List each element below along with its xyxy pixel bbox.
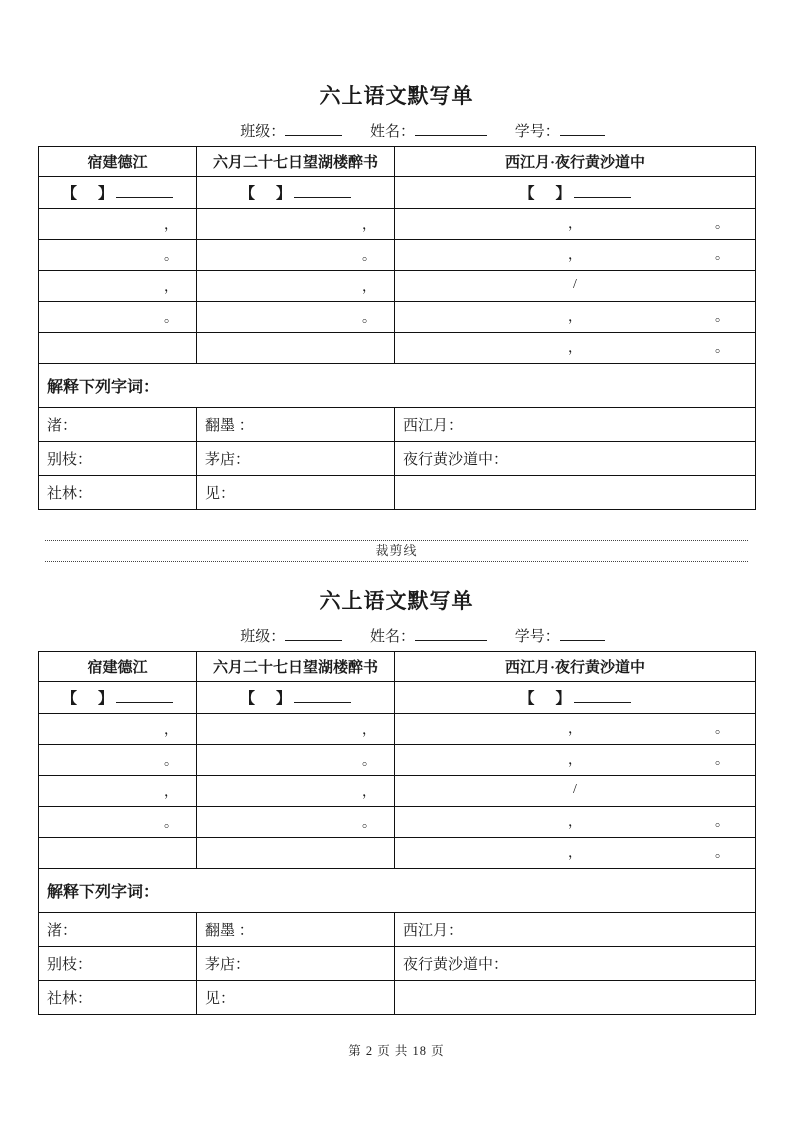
student-no-blank-line bbox=[560, 627, 605, 641]
comma-mark: ， bbox=[568, 846, 582, 861]
verse-row bbox=[39, 302, 756, 333]
author-brackets: 【 】 bbox=[519, 691, 574, 707]
author-cell bbox=[395, 682, 756, 714]
verse-cell bbox=[197, 807, 395, 838]
verse-cell bbox=[39, 714, 197, 745]
verse-row bbox=[39, 714, 756, 745]
comma-mark: ， bbox=[568, 217, 582, 232]
comma-mark: ， bbox=[568, 248, 582, 263]
comma-mark: ， bbox=[164, 723, 178, 738]
verse-row bbox=[39, 807, 756, 838]
poem-title-row bbox=[39, 652, 756, 682]
verse-cell bbox=[197, 745, 395, 776]
period-mark: 。 bbox=[164, 311, 178, 326]
verse-row bbox=[39, 745, 756, 776]
student-info-line bbox=[0, 120, 793, 142]
period-mark: 。 bbox=[715, 815, 729, 830]
author-blank-line bbox=[294, 690, 351, 703]
name-label: 姓名： bbox=[369, 629, 415, 645]
student-info-line bbox=[0, 625, 793, 647]
comma-mark: ， bbox=[362, 280, 376, 295]
student-no-blank-line bbox=[560, 122, 605, 136]
period-mark: 。 bbox=[715, 248, 729, 263]
student-no-label: 学号： bbox=[514, 629, 560, 645]
explain-term bbox=[395, 476, 756, 510]
period-mark: 。 bbox=[362, 754, 376, 769]
explain-term: 别枝： bbox=[39, 442, 197, 476]
student-no-label: 学号： bbox=[514, 124, 560, 140]
period-mark: 。 bbox=[362, 816, 376, 831]
page-number-footer: 第 2 页 共 18 页 bbox=[348, 1044, 445, 1058]
period-mark: 。 bbox=[362, 249, 376, 264]
verse-row bbox=[39, 333, 756, 364]
verse-cell bbox=[39, 807, 197, 838]
explain-row bbox=[39, 476, 756, 510]
author-blank-line bbox=[574, 690, 631, 703]
poem-title-2: 六月二十七日望湖楼醉书 bbox=[197, 147, 395, 177]
author-brackets: 【 】 bbox=[61, 186, 116, 202]
author-brackets: 【 】 bbox=[61, 691, 116, 707]
verse-row bbox=[39, 209, 756, 240]
dictation-sheet-1 bbox=[0, 0, 793, 510]
verse-cell bbox=[39, 240, 197, 271]
comma-mark: ， bbox=[362, 723, 376, 738]
explain-term: 翻墨 ： bbox=[197, 913, 395, 947]
verse-cell bbox=[39, 209, 197, 240]
period-mark: 。 bbox=[164, 816, 178, 831]
explain-term: 社林： bbox=[39, 476, 197, 510]
verse-cell bbox=[395, 838, 756, 869]
name-blank-line bbox=[415, 627, 487, 641]
verse-cell bbox=[395, 745, 756, 776]
author-cell bbox=[197, 177, 395, 209]
student-no-field bbox=[515, 124, 605, 140]
verse-cell bbox=[39, 302, 197, 333]
poem-title-3: 西江月·夜行黄沙道中 bbox=[395, 147, 756, 177]
explain-term: 社林： bbox=[39, 981, 197, 1015]
class-label: 班级： bbox=[240, 629, 286, 645]
period-mark: 。 bbox=[715, 217, 729, 232]
comma-mark: ， bbox=[568, 815, 582, 830]
comma-mark: ， bbox=[568, 753, 582, 768]
period-mark: 。 bbox=[715, 846, 729, 861]
name-blank-line bbox=[415, 122, 487, 136]
verse-cell bbox=[395, 807, 756, 838]
period-mark: 。 bbox=[715, 341, 729, 356]
verse-cell bbox=[395, 714, 756, 745]
verse-cell bbox=[39, 271, 197, 302]
stanza-slash-mark: / bbox=[573, 782, 577, 798]
verse-cell bbox=[197, 240, 395, 271]
explain-term: 西江月： bbox=[395, 408, 756, 442]
comma-mark: ， bbox=[568, 722, 582, 737]
verse-cell bbox=[395, 271, 756, 302]
period-mark: 。 bbox=[715, 310, 729, 325]
sheet-title: 六上语文默写单 bbox=[319, 589, 474, 613]
comma-mark: ， bbox=[164, 218, 178, 233]
explain-term: 夜行黄沙道中： bbox=[395, 442, 756, 476]
verse-cell bbox=[39, 333, 197, 364]
comma-mark: ， bbox=[568, 310, 582, 325]
verse-cell bbox=[197, 776, 395, 807]
author-blank-line bbox=[116, 185, 173, 198]
comma-mark: ， bbox=[362, 785, 376, 800]
comma-mark: ， bbox=[362, 218, 376, 233]
explain-term: 夜行黄沙道中： bbox=[395, 947, 756, 981]
poem-title-1: 宿建德江 bbox=[39, 652, 197, 682]
author-cell bbox=[39, 682, 197, 714]
explain-heading: 解释下列字词： bbox=[39, 364, 756, 408]
class-label: 班级： bbox=[240, 124, 286, 140]
period-mark: 。 bbox=[164, 249, 178, 264]
explain-row bbox=[39, 442, 756, 476]
explain-term: 翻墨 ： bbox=[197, 408, 395, 442]
cut-line bbox=[45, 540, 748, 562]
sheet-title: 六上语文默写单 bbox=[319, 84, 474, 108]
explain-row bbox=[39, 408, 756, 442]
class-field bbox=[240, 124, 342, 140]
verse-row bbox=[39, 271, 756, 302]
name-field bbox=[370, 629, 487, 645]
verse-cell bbox=[39, 745, 197, 776]
verse-cell bbox=[39, 838, 197, 869]
explain-term: 茅店： bbox=[197, 442, 395, 476]
verse-row bbox=[39, 838, 756, 869]
verse-cell bbox=[197, 714, 395, 745]
author-brackets: 【 】 bbox=[519, 186, 574, 202]
verse-cell bbox=[197, 302, 395, 333]
verse-cell bbox=[395, 776, 756, 807]
verse-cell bbox=[395, 209, 756, 240]
dictation-sheet-2 bbox=[0, 588, 793, 1015]
student-no-field bbox=[515, 629, 605, 645]
explain-heading-row bbox=[39, 364, 756, 408]
explain-term: 西江月： bbox=[395, 913, 756, 947]
verse-cell bbox=[197, 209, 395, 240]
explain-term: 茅店： bbox=[197, 947, 395, 981]
verse-cell bbox=[197, 271, 395, 302]
poem-table bbox=[38, 651, 756, 1015]
author-brackets: 【 】 bbox=[239, 186, 294, 202]
author-blank-line bbox=[116, 690, 173, 703]
author-row bbox=[39, 177, 756, 209]
author-brackets: 【 】 bbox=[239, 691, 294, 707]
period-mark: 。 bbox=[715, 753, 729, 768]
stanza-slash-mark: / bbox=[573, 277, 577, 293]
period-mark: 。 bbox=[362, 311, 376, 326]
explain-term: 渚： bbox=[39, 913, 197, 947]
explain-term: 渚： bbox=[39, 408, 197, 442]
verse-cell bbox=[197, 838, 395, 869]
explain-term: 见： bbox=[197, 981, 395, 1015]
comma-mark: ， bbox=[164, 785, 178, 800]
poem-title-1: 宿建德江 bbox=[39, 147, 197, 177]
explain-term: 见： bbox=[197, 476, 395, 510]
cut-line-dotted-bottom bbox=[45, 561, 748, 562]
explain-row bbox=[39, 981, 756, 1015]
verse-row bbox=[39, 240, 756, 271]
name-label: 姓名： bbox=[369, 124, 415, 140]
verse-cell bbox=[395, 240, 756, 271]
verse-cell bbox=[39, 776, 197, 807]
explain-row bbox=[39, 947, 756, 981]
class-blank-line bbox=[285, 122, 342, 136]
verse-cell bbox=[395, 333, 756, 364]
explain-heading: 解释下列字词： bbox=[39, 869, 756, 913]
poem-title-2: 六月二十七日望湖楼醉书 bbox=[197, 652, 395, 682]
explain-term bbox=[395, 981, 756, 1015]
poem-title-3: 西江月·夜行黄沙道中 bbox=[395, 652, 756, 682]
class-field bbox=[240, 629, 342, 645]
comma-mark: ， bbox=[568, 341, 582, 356]
class-blank-line bbox=[285, 627, 342, 641]
author-blank-line bbox=[294, 185, 351, 198]
verse-row bbox=[39, 776, 756, 807]
author-cell bbox=[39, 177, 197, 209]
author-row bbox=[39, 682, 756, 714]
period-mark: 。 bbox=[715, 722, 729, 737]
cut-line-label: 裁剪线 bbox=[375, 543, 418, 558]
poem-table bbox=[38, 146, 756, 510]
name-field bbox=[370, 124, 487, 140]
verse-cell bbox=[197, 333, 395, 364]
author-cell bbox=[395, 177, 756, 209]
explain-heading-row bbox=[39, 869, 756, 913]
author-blank-line bbox=[574, 185, 631, 198]
author-cell bbox=[197, 682, 395, 714]
comma-mark: ， bbox=[164, 280, 178, 295]
poem-title-row bbox=[39, 147, 756, 177]
verse-cell bbox=[395, 302, 756, 333]
period-mark: 。 bbox=[164, 754, 178, 769]
explain-term: 别枝： bbox=[39, 947, 197, 981]
explain-row bbox=[39, 913, 756, 947]
